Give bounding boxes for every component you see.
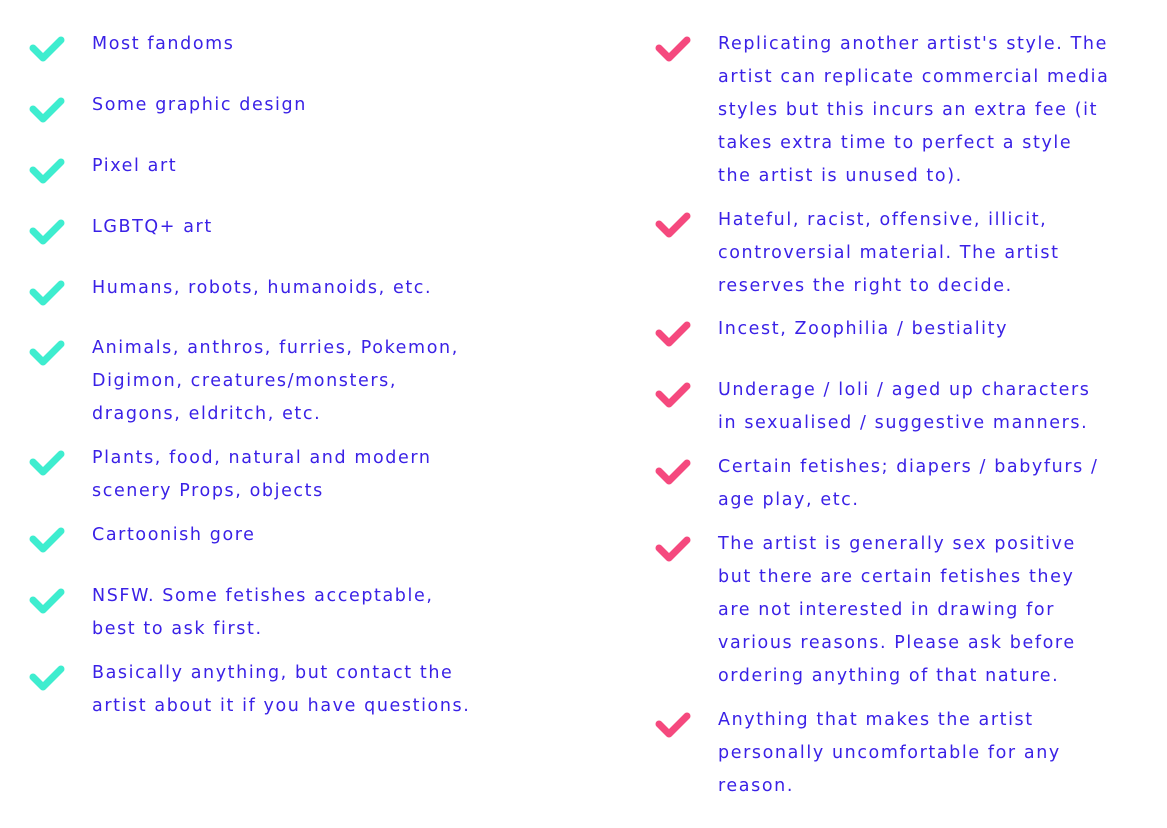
- item-text-line: age play, etc.: [718, 490, 860, 510]
- pink-check-icon: [654, 456, 692, 486]
- pink-check-icon: [654, 379, 692, 409]
- item-text-line: styles but this incurs an extra fee (it: [718, 100, 1099, 120]
- teal-check-icon: [28, 155, 66, 185]
- teal-check-icon: [28, 277, 66, 307]
- teal-check-icon: [28, 662, 66, 692]
- item-text: [718, 28, 1109, 193]
- item-text: [92, 89, 307, 122]
- item-text-line: personally uncomfortable for any: [718, 743, 1061, 763]
- item-text-line: Replicating another artist's style. The: [718, 34, 1108, 54]
- item-text-line: Hateful, racist, offensive, illicit,: [718, 210, 1048, 230]
- item-text-line: Plants, food, natural and modern: [92, 448, 432, 468]
- pink-check-icon: [654, 33, 692, 63]
- teal-check-icon: [28, 94, 66, 124]
- item-text-line: Most fandoms: [92, 34, 235, 54]
- item-text-line: Digimon, creatures/monsters,: [92, 371, 398, 391]
- pink-check-icon: [654, 533, 692, 563]
- item-text-line: reserves the right to decide.: [718, 276, 1013, 296]
- item-text: [718, 704, 1061, 803]
- teal-check-icon: [28, 524, 66, 554]
- item-text-line: Some graphic design: [92, 95, 307, 115]
- pink-check-icon: [654, 709, 692, 739]
- item-text: [92, 150, 177, 183]
- teal-check-icon: [28, 337, 66, 367]
- item-text-line: are not interested in drawing for: [718, 600, 1056, 620]
- item-text-line: Incest, Zoophilia / bestiality: [718, 319, 1009, 339]
- item-text-line: Certain fetishes; diapers / babyfurs /: [718, 457, 1099, 477]
- teal-check-icon: [28, 524, 66, 554]
- teal-check-icon: [28, 585, 66, 615]
- item-text-line: best to ask first.: [92, 619, 263, 639]
- pink-check-icon: [654, 209, 692, 239]
- teal-check-icon: [28, 94, 66, 124]
- item-text-line: artist about it if you have questions.: [92, 696, 471, 716]
- teal-check-icon: [28, 662, 66, 692]
- item-text-line: the artist is unused to).: [718, 166, 963, 186]
- item-text-line: The artist is generally sex positive: [718, 534, 1076, 554]
- item-text: [92, 657, 470, 723]
- item-text: [92, 442, 432, 508]
- item-text: [718, 204, 1060, 303]
- item-text: [718, 374, 1090, 440]
- item-text: [92, 272, 432, 305]
- item-text: [92, 211, 213, 244]
- item-text: [718, 451, 1099, 517]
- item-text-line: takes extra time to perfect a style: [718, 133, 1073, 153]
- item-text-line: scenery Props, objects: [92, 481, 324, 501]
- pink-check-icon: [654, 209, 692, 239]
- item-text-line: dragons, eldritch, etc.: [92, 404, 322, 424]
- teal-check-icon: [28, 216, 66, 246]
- item-text-line: ordering anything of that nature.: [718, 666, 1060, 686]
- item-text-line: Cartoonish gore: [92, 525, 256, 545]
- item-text-line: but there are certain fetishes they: [718, 567, 1075, 587]
- pink-check-icon: [654, 33, 692, 63]
- pink-check-icon: [654, 379, 692, 409]
- item-text-line: Basically anything, but contact the: [92, 663, 454, 683]
- item-text: [92, 332, 459, 431]
- item-text-line: Humans, robots, humanoids, etc.: [92, 278, 433, 298]
- teal-check-icon: [28, 447, 66, 477]
- teal-check-icon: [28, 337, 66, 367]
- item-text: [92, 519, 256, 552]
- teal-check-icon: [28, 447, 66, 477]
- item-text-line: Animals, anthros, furries, Pokemon,: [92, 338, 459, 358]
- item-text: [92, 580, 434, 646]
- teal-check-icon: [28, 277, 66, 307]
- item-text: [718, 313, 1008, 346]
- item-text-line: controversial material. The artist: [718, 243, 1060, 263]
- teal-check-icon: [28, 216, 66, 246]
- item-text-line: various reasons. Please ask before: [718, 633, 1076, 653]
- teal-check-icon: [28, 33, 66, 63]
- item-text-line: LGBTQ+ art: [92, 217, 213, 237]
- item-text: [718, 528, 1076, 693]
- pink-check-icon: [654, 456, 692, 486]
- item-text: [92, 28, 235, 61]
- teal-check-icon: [28, 155, 66, 185]
- item-text-line: NSFW. Some fetishes acceptable,: [92, 586, 434, 606]
- pink-check-icon: [654, 533, 692, 563]
- teal-check-icon: [28, 33, 66, 63]
- item-text-line: in sexualised / suggestive manners.: [718, 413, 1089, 433]
- item-text-line: reason.: [718, 776, 794, 796]
- item-text-line: artist can replicate commercial media: [718, 67, 1110, 87]
- teal-check-icon: [28, 585, 66, 615]
- item-text-line: Underage / loli / aged up characters: [718, 380, 1091, 400]
- pink-check-icon: [654, 709, 692, 739]
- pink-check-icon: [654, 318, 692, 348]
- item-text-line: Anything that makes the artist: [718, 710, 1034, 730]
- pink-check-icon: [654, 318, 692, 348]
- item-text-line: Pixel art: [92, 156, 178, 176]
